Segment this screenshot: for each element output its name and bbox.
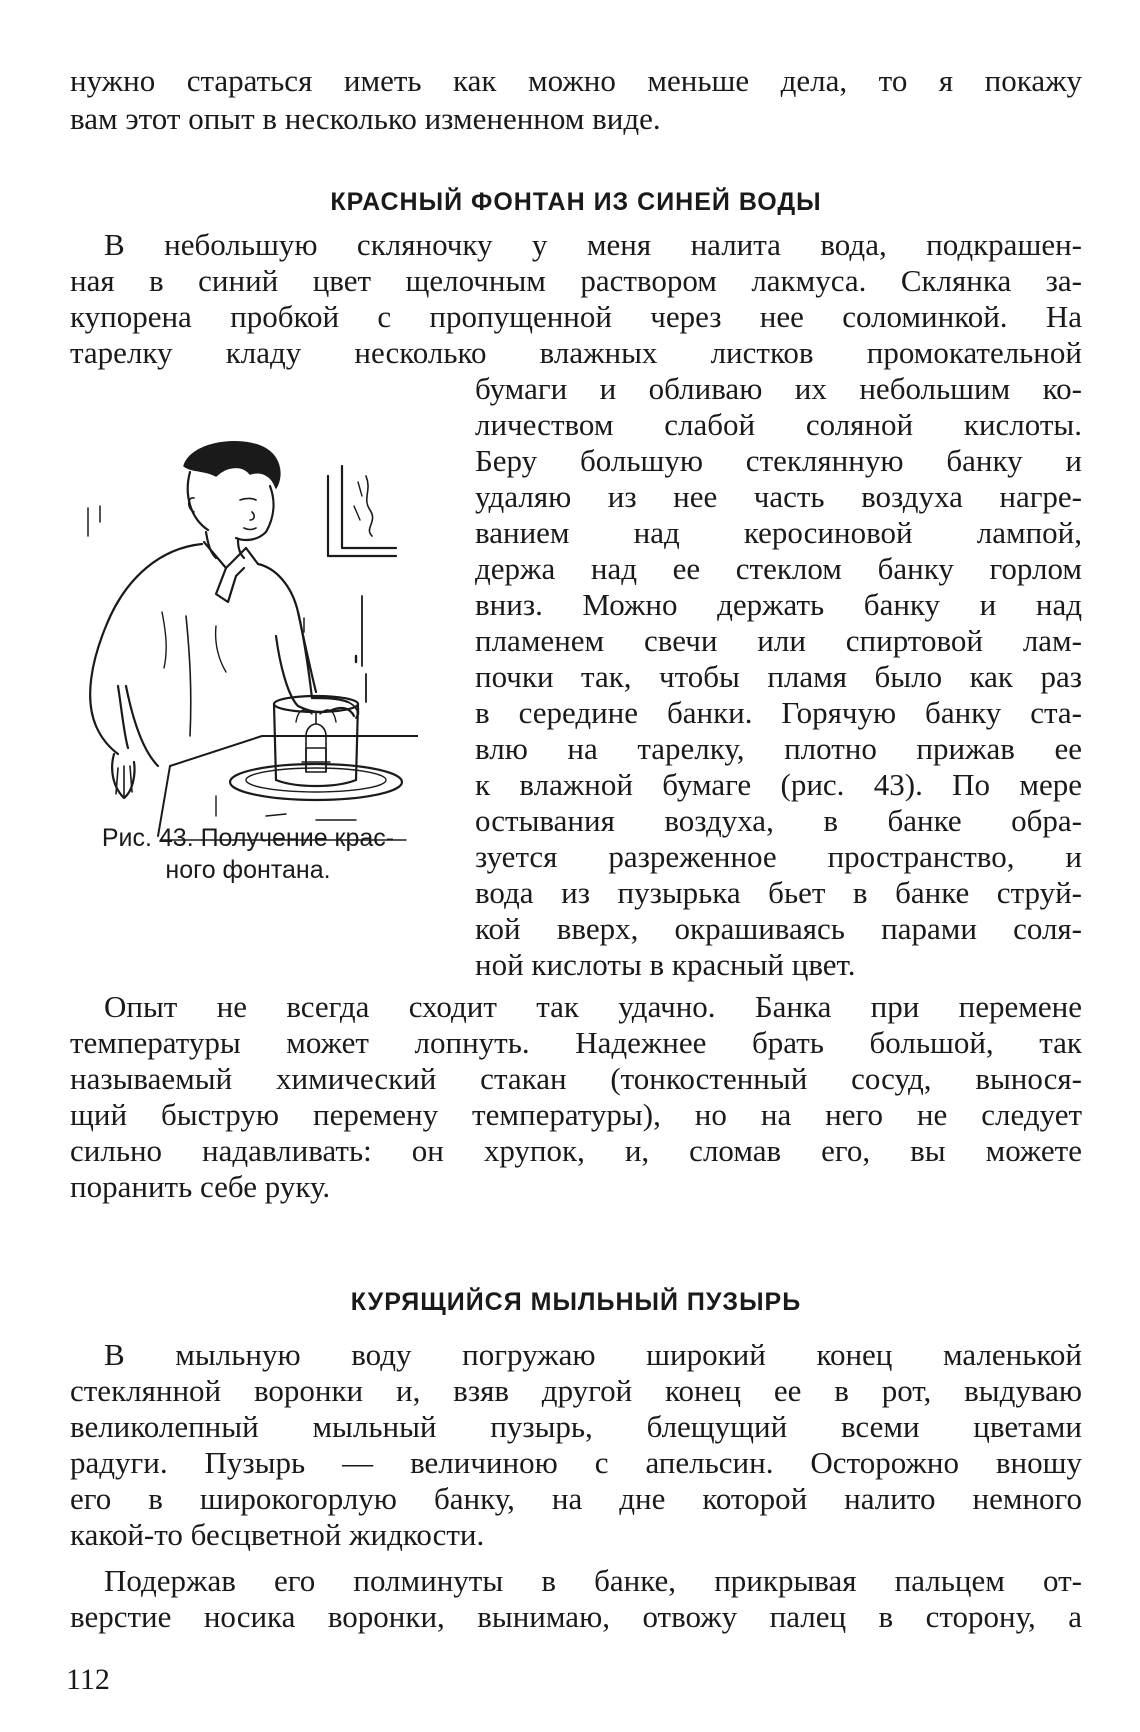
text-line: вода из пузырька бьет в банке струй- xyxy=(475,875,1082,910)
text-line: пламенем свечи или спиртовой лам- xyxy=(475,623,1082,658)
text-line: личеством слабой соляной кислоты. xyxy=(475,407,1082,442)
text-line: Беру большую стеклянную банку и xyxy=(475,443,1082,478)
text-line: вниз. Можно держать банку и над xyxy=(475,587,1082,622)
figure-red-fountain xyxy=(66,436,418,868)
text-line: щий быструю перемену температуры), но на него не следует xyxy=(70,1097,1082,1132)
text-line: ная в синий цвет щелочным раствором лакмуса. Склянка за- xyxy=(70,263,1082,298)
text-line: Опыт не всегда сходит так удачно. Банка при перемене xyxy=(104,989,1082,1024)
text-line: в середине банки. Горячую банку ста- xyxy=(475,695,1082,730)
text-line: В небольшую скляночку у меня налита вода, подкрашен- xyxy=(104,227,1082,262)
figure-caption: Рис. 43. Получение крас- xyxy=(101,824,395,852)
text-line: влю на тарелку, плотно прижав ее xyxy=(475,731,1082,766)
text-line: к влажной бумаге (рис. 43). По мере xyxy=(475,767,1082,802)
text-line: его в широкогорлую банку, на дне которой налито немного xyxy=(70,1481,1082,1516)
text-line: Подержав его полминуты в банке, прикрывая пальцем от- xyxy=(104,1563,1082,1598)
text-line: вам этот опыт в несколько измененном виде. xyxy=(70,101,661,136)
text-line: кой вверх, окрашиваясь парами соля- xyxy=(475,911,1082,946)
text-line: какой-то бесцветной жидкости. xyxy=(70,1517,485,1552)
text-line: удаляю из нее часть воздуха нагре- xyxy=(475,479,1082,514)
text-line: нужно стараться иметь как можно меньше дела, то я покажу xyxy=(70,63,1082,98)
page-number: 112 xyxy=(66,1663,110,1696)
text-line: зуется разреженное пространство, и xyxy=(475,839,1082,874)
text-line: тарелку кладу несколько влажных листков промокательной xyxy=(70,335,1082,370)
text-line: стеклянной воронки и, взяв другой конец ее в рот, выдуваю xyxy=(70,1373,1082,1408)
text-line: поранить себе руку. xyxy=(70,1169,331,1204)
text-line: радуги. Пузырь — величиною с апельсин. Осторожно вношу xyxy=(70,1445,1082,1480)
text-line: сильно надавливать: он хрупок, и, сломав его, вы можете xyxy=(70,1133,1082,1168)
text-line: ной кислоты в красный цвет. xyxy=(475,947,856,982)
text-line: почки так, чтобы пламя было как раз xyxy=(475,659,1082,694)
section-heading: КРАСНЫЙ ФОНТАН ИЗ СИНЕЙ ВОДЫ xyxy=(330,188,822,216)
section-heading: КУРЯЩИЙСЯ МЫЛЬНЫЙ ПУЗЫРЬ xyxy=(350,1288,802,1316)
text-line: В мыльную воду погружаю широкий конец маленькой xyxy=(104,1337,1082,1372)
figure-caption: ного фонтана. xyxy=(165,856,331,884)
text-line: бумаги и обливаю их небольшим ко- xyxy=(475,371,1082,406)
text-line: держа над ее стеклом банку горлом xyxy=(475,551,1082,586)
text-line: температуры может лопнуть. Надежнее брать большой, так xyxy=(70,1025,1082,1060)
text-line: великолепный мыльный пузырь, блещущий всеми цветами xyxy=(70,1409,1082,1444)
text-line: купорена пробкой с пропущенной через нее соломинкой. На xyxy=(70,299,1082,334)
text-line: остывания воздуха, в банке обра- xyxy=(475,803,1082,838)
text-line: верстие носика воронки, вынимаю, отвожу палец в сторону, а xyxy=(70,1599,1082,1634)
text-line: ванием над керосиновой лампой, xyxy=(475,515,1082,550)
text-line: называемый химический стакан (тонкостенный сосуд, вынося- xyxy=(70,1061,1082,1096)
